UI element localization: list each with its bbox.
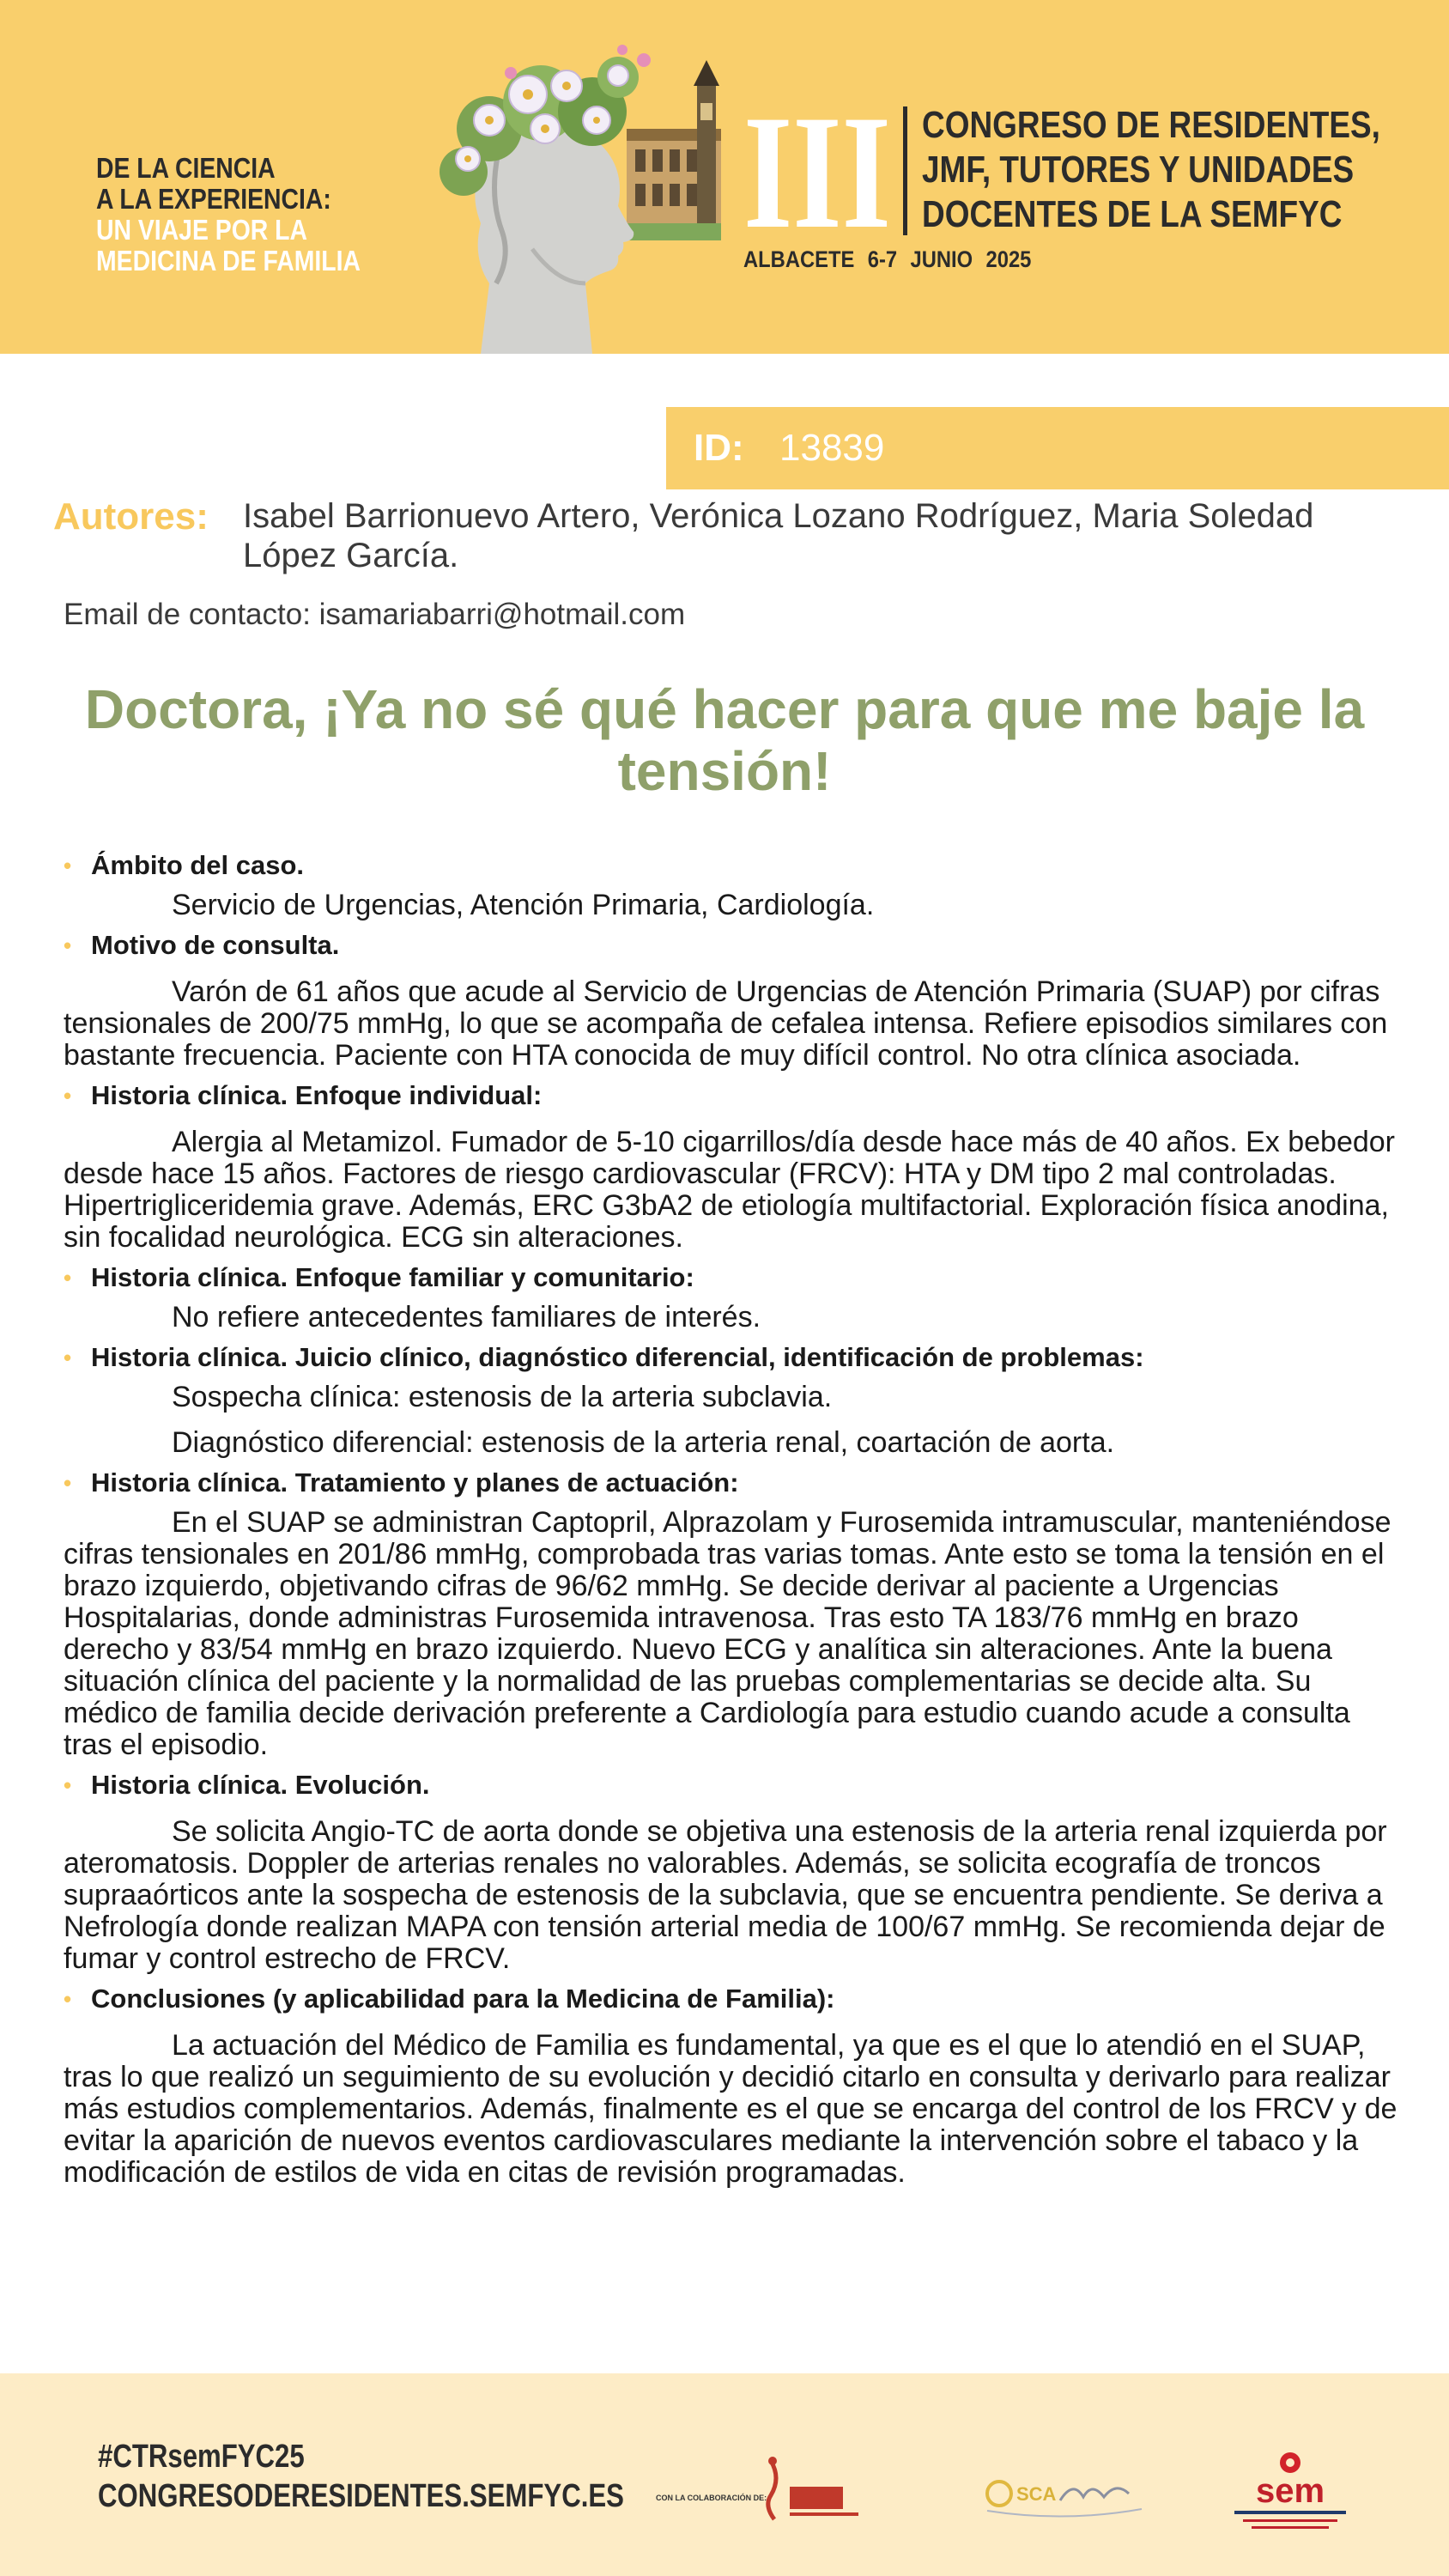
section-paragraph: Sospecha clínica: estenosis de la arteria subclavia.: [172, 1381, 833, 1413]
section-juicio-clinico: [64, 1340, 1403, 1459]
edition-numeral: [743, 105, 896, 235]
section-conclusiones: [64, 1982, 1403, 2189]
section-heading: • Ámbito del caso.: [64, 848, 1403, 883]
contact-email: Email de contacto: isamariabarri@hotmail.com: [64, 598, 686, 631]
authors-label: Autores:: [53, 495, 209, 538]
section-paragraph: En el SUAP se administran Captopril, Alprazolam y Furosemida intramuscular, manteniéndose cifras tensionales en 201/86 mmHg, comprobada tras varias tomas. Ante esto se toma la tensión en el brazo izquierdo, objetivando cifras de 96/62 mmHg. Se decide derivar al paciente a Urgencias Hospitalarias, donde administras Furosemida intravenosa. Tras esto TA 183/76 mmHg en brazo derecho y 83/54 mmHg en brazo izquierdo. Nuevo ECG y analítica sin alteraciones. Ante la buena situación clínica del paciente y la normalidad de las pruebas complementarias se decide alta. Su médico de familia decide derivación preferente a Cardiología para estudio cuando acude a consulta tras el episodio.: [64, 1506, 1391, 1761]
tagline-line-4: MEDICINA DE FAMILIA: [96, 245, 361, 276]
section-paragraph: Servicio de Urgencias, Atención Primaria, Cardiología.: [172, 889, 875, 921]
section-evolucion: [64, 1768, 1403, 1975]
bullet-icon: •: [64, 1986, 72, 2012]
section-heading: • Historia clínica. Evolución.: [64, 1768, 1403, 1802]
section-tratamiento: [64, 1466, 1403, 1761]
section-heading: • Historia clínica. Enfoque individual:: [64, 1078, 1403, 1113]
section-heading: • Historia clínica. Enfoque familiar y comunitario:: [64, 1261, 1403, 1295]
bullet-icon: •: [64, 1265, 72, 1291]
section-heading: • Historia clínica. Juicio clínico, diagnóstico diferencial, identificación de problemas:: [64, 1340, 1403, 1375]
case-content: [64, 848, 1403, 2189]
section-heading: • Historia clínica. Tratamiento y planes de actuación:: [64, 1466, 1403, 1500]
section-paragraph: Se solicita Angio-TC de aorta donde se objetiva una estenosis de la arteria renal izquierda por ateromatosis. Doppler de arterias renales no valorables. Además, se solicita ecografía de troncos supraaórticos ante la sospecha de estenosis de la subclavia, que se encuentra pendiente. Se deriva a Nefrología donde realizan MAPA con tensión arterial media de 100/67 mmHg. Se recomienda dejar de fumar y control estrecho de FRCV.: [64, 1815, 1387, 1975]
bust-illustration: [361, 26, 704, 354]
svg-text:SCA: SCA: [1016, 2483, 1057, 2505]
svg-text:III: III: [743, 105, 891, 235]
bullet-icon: •: [64, 933, 72, 958]
footer: [0, 2373, 1449, 2576]
tagline-line-3: UN VIAJE POR LA: [96, 214, 308, 246]
case-title: Doctora, ¡Ya no sé qué hacer para que me baje la tensión!: [84, 678, 1365, 802]
collaboration-label: CON LA COLABORACIÓN DE:: [656, 2494, 767, 2502]
congress-title-line-2: JMF, TUTORES Y UNIDADES: [922, 149, 1355, 191]
svg-text:sem: sem: [1255, 2472, 1325, 2510]
section-paragraph: La actuación del Médico de Familia es fundamental, ya que es el que lo atendió en el SUAP, tras lo que realizó un seguimiento de su evolución y decidió citarlo en consulta y derivarlo para realizar más estudios complementarios. Además, finalmente es el que se encarga del control de los FRCV y de evitar la aparición de nuevos eventos cardiovasculares mediante la intervención sobre el tabaco y la modificación de estilos de vida en citas de revisión programadas.: [64, 2029, 1397, 2189]
bullet-icon: •: [64, 1470, 72, 1496]
sca-logo: [979, 2463, 1150, 2523]
section-paragraph: No refiere antecedentes familiares de interés.: [172, 1301, 761, 1334]
section-enfoque-individual: [64, 1078, 1403, 1254]
footer-hashtag: #CTRsemFYC25: [98, 2439, 305, 2475]
bullet-icon: •: [64, 1772, 72, 1798]
tagline-line-2: A LA EXPERIENCIA:: [96, 183, 331, 215]
section-heading: • Motivo de consulta.: [64, 928, 1403, 963]
footer-website: CONGRESODERESIDENTES.SEMFYC.ES: [98, 2478, 624, 2514]
section-paragraph: Varón de 61 años que acude al Servicio de Urgencias de Atención Primaria (SUAP) por cifras tensionales de 200/75 mmHg, lo que se acompaña de cefalea intensa. Refiere episodios similares con bastante frecuencia. Paciente con HTA conocida de muy difícil control. No otra clínica asociada.: [64, 975, 1388, 1072]
section-paragraph: Diagnóstico diferencial: estenosis de la arteria renal, coartación de aorta.: [172, 1426, 1115, 1459]
section-enfoque-familiar: [64, 1261, 1403, 1334]
bullet-icon: •: [64, 853, 72, 878]
section-ambito: [64, 848, 1403, 921]
section-paragraph: Alergia al Metamizol. Fumador de 5-10 cigarrillos/día desde hace más de 40 años. Ex bebedor desde hace 15 años. Factores de riesgo cardiovascular (FRCV): HTA y DM tipo 2 mal controladas. Hipertrigliceridemia grave. Además, ERC G3bA2 de etiología multifactorial. Exploración física anodina, sin focalidad neurológica. ECG sin alteraciones.: [64, 1126, 1395, 1254]
id-bar: [666, 407, 1449, 489]
semfyc-logo: [1217, 2445, 1363, 2540]
authors-list: Isabel Barrionuevo Artero, Verónica Lozano Rodríguez, Maria Soledad López García.: [243, 497, 1314, 574]
congress-title-line-3: DOCENTES DE LA SEMFYC: [922, 193, 1343, 235]
id-label: ID:: [694, 427, 744, 469]
collaborator-logo: [755, 2452, 867, 2530]
banner-divider: [903, 106, 907, 235]
tagline-line-1: DE LA CIENCIA: [96, 152, 276, 184]
section-heading: • Conclusiones (y aplicabilidad para la Medicina de Familia):: [64, 1982, 1403, 2016]
bullet-icon: •: [64, 1345, 72, 1370]
header-banner: [0, 0, 1449, 354]
congress-title-line-1: CONGRESO DE RESIDENTES,: [922, 104, 1380, 146]
id-value: 13839: [779, 427, 885, 469]
section-motivo: [64, 928, 1403, 1072]
bullet-icon: •: [64, 1083, 72, 1109]
congress-location-date: ALBACETE 6-7 JUNIO 2025: [743, 246, 1032, 272]
